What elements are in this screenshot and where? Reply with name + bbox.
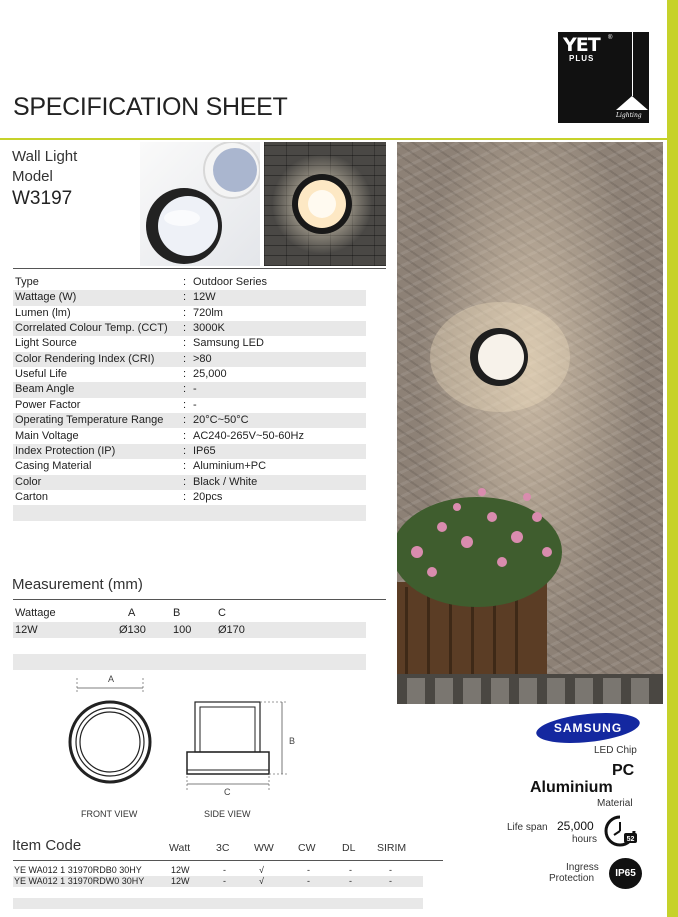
logo-text: YET (563, 34, 600, 56)
dim-b-label: B (289, 736, 296, 746)
spec-key: Useful Life (15, 368, 67, 381)
item-code-cell: 12W (171, 865, 190, 875)
dim-a-label: A (108, 674, 115, 684)
installation-scene (397, 142, 663, 704)
item-code-cell: - (307, 865, 310, 875)
spec-row (13, 398, 366, 413)
life-span-value: 25,000 (557, 819, 594, 833)
life-span-label: Life span (507, 822, 548, 833)
item-header-3c: 3C (216, 842, 230, 854)
item-code-cell: - (223, 865, 226, 875)
spec-separator: : (183, 352, 187, 365)
spec-separator: : (183, 337, 187, 350)
spec-value: Samsung LED (193, 337, 264, 350)
measurement-cell: Ø130 (119, 624, 146, 636)
spec-value: 20°C~50°C (193, 414, 249, 427)
spec-separator: : (183, 322, 187, 335)
brand-logo (558, 32, 649, 123)
spec-key: Color Rendering Index (CRI) (15, 352, 155, 365)
model-code: W3197 (12, 188, 73, 209)
spec-key: Main Voltage (15, 429, 79, 442)
dim-c-label: C (224, 787, 231, 797)
model-label: Model (12, 168, 53, 185)
spec-key: Correlated Colour Temp. (CCT) (15, 322, 168, 335)
spec-separator: : (183, 306, 187, 319)
item-code-cell: √ (259, 876, 264, 886)
material-aluminium: Aluminium (530, 779, 613, 796)
material-pc: PC (612, 762, 635, 779)
spec-value: AC240-265V~50-60Hz (193, 429, 304, 442)
spec-key: Light Source (15, 337, 77, 350)
measurement-header-row (13, 605, 366, 621)
item-code-value: YE WA012 1 31970RDW0 30HY (14, 876, 145, 886)
spec-separator: : (183, 475, 187, 488)
spec-row (13, 275, 366, 290)
spec-row (13, 429, 366, 444)
lit-wall-light-image (264, 142, 386, 266)
spec-value: >80 (193, 352, 212, 365)
spec-separator: : (183, 398, 187, 411)
spec-key: Casing Material (15, 460, 92, 473)
spec-row (13, 444, 366, 459)
side-view-drawing (187, 702, 269, 774)
spec-separator: : (183, 291, 187, 304)
spec-value: - (193, 398, 197, 411)
accent-side-bar (667, 0, 678, 917)
measurement-header-cell: A (128, 607, 136, 619)
led-chip-label: LED Chip (594, 745, 637, 756)
samsung-logo (535, 713, 641, 743)
item-code-rule (13, 860, 443, 861)
item-code-cell: √ (259, 865, 264, 875)
measurement-rule (13, 599, 386, 600)
logo-lamp-icon (616, 96, 648, 110)
spec-key: Wattage (W) (15, 291, 77, 304)
item-code-title: Item Code (12, 837, 82, 854)
spec-key: Beam Angle (15, 383, 75, 396)
samsung-logo-text: SAMSUNG (553, 721, 623, 735)
spec-value: Outdoor Series (193, 276, 267, 288)
item-code-cell: 12W (171, 876, 190, 886)
spec-row (13, 382, 366, 397)
page-title: SPECIFICATION SHEET (13, 93, 288, 121)
spec-key: Lumen (lm) (15, 306, 71, 319)
clock-icon (603, 814, 637, 848)
spec-row (13, 367, 366, 382)
product-type: Wall Light (12, 148, 78, 165)
spec-key: Index Protection (IP) (15, 444, 116, 457)
spec-separator: : (183, 383, 187, 396)
spec-value: 3000K (193, 322, 225, 335)
protection-label: Protection (549, 873, 595, 884)
spec-value: 20pcs (193, 490, 223, 503)
logo-registered-mark: ® (608, 35, 613, 41)
title-divider (0, 138, 667, 140)
installation-photo (397, 142, 663, 704)
side-view-label: SIDE VIEW (204, 809, 251, 819)
item-header-ww: WW (254, 842, 274, 854)
spec-row (13, 459, 366, 474)
spec-row (13, 490, 366, 505)
item-code-cell: - (223, 876, 226, 886)
ip65-badge: IP65 (609, 858, 642, 889)
spec-row (13, 290, 366, 305)
measurement-header-cell: B (173, 607, 181, 619)
front-view-drawing (70, 702, 150, 782)
item-code-cell: - (349, 876, 352, 886)
item-code-cell: - (389, 876, 392, 886)
product-photo-lit (264, 142, 386, 266)
measurement-cell: 100 (173, 624, 192, 636)
measurement-cell: Ø170 (218, 624, 245, 636)
measurement-title: Measurement (mm) (12, 576, 143, 593)
spec-key: Power Factor (15, 398, 81, 411)
spec-separator: : (183, 444, 187, 457)
spec-value: 25,000 (193, 368, 227, 381)
spec-key: Carton (15, 490, 49, 503)
item-code-cell: - (389, 865, 392, 875)
spec-separator: : (183, 490, 187, 503)
ingress-label: Ingress (566, 862, 599, 873)
measurement-header-cell: Wattage (15, 607, 56, 619)
spec-row (13, 336, 366, 351)
product-photo-studio (140, 142, 260, 266)
spec-row (13, 306, 366, 321)
spec-empty-row (13, 505, 366, 520)
spec-key: Type (15, 276, 39, 288)
dimension-drawings (60, 672, 300, 822)
item-header-dl: DL (342, 842, 356, 854)
front-view-label: FRONT VIEW (81, 809, 138, 819)
item-code-value: YE WA012 1 31970RDB0 30HY (14, 865, 142, 875)
measurement-header-cell: C (218, 607, 226, 619)
spec-separator: : (183, 276, 187, 288)
spec-key: Color (15, 475, 42, 488)
item-code-empty-row (13, 898, 423, 909)
spec-separator: : (183, 368, 187, 381)
clock-badge-text: 52 (626, 836, 635, 843)
spec-separator: : (183, 429, 187, 442)
spec-key: Operating Temperature Range (15, 414, 164, 427)
spec-separator: : (183, 414, 187, 427)
item-code-cell: - (349, 865, 352, 875)
logo-sub: PLUS (569, 54, 595, 63)
material-label: Material (597, 798, 633, 809)
spec-row (13, 352, 366, 367)
measurement-cell: 12W (15, 624, 38, 636)
spec-value: 720lm (193, 306, 223, 319)
spec-row (13, 413, 366, 428)
life-span-unit: hours (572, 834, 598, 845)
item-header-cw: CW (298, 842, 316, 854)
measurement-empty-row (13, 654, 366, 670)
spec-separator: : (183, 460, 187, 473)
dimension-drawing-svg (60, 672, 300, 822)
item-header-sirim: SIRIM (377, 842, 407, 854)
spec-row (13, 475, 366, 490)
spec-value: IP65 (193, 444, 216, 457)
item-code-row (13, 865, 423, 876)
item-code-cell: - (307, 876, 310, 886)
logo-lamp-cord (632, 32, 633, 96)
spec-table-top-rule (13, 268, 386, 269)
spec-value: Aluminium+PC (193, 460, 267, 473)
logo-tag: Lighting (616, 112, 642, 119)
item-header-watt: Watt (169, 842, 191, 854)
spec-value: 12W (193, 291, 216, 304)
measurement-row (13, 622, 366, 638)
wall-light-pair-image (140, 142, 260, 266)
spec-value: - (193, 383, 197, 396)
spec-row (13, 321, 366, 336)
spec-value: Black / White (193, 475, 258, 488)
item-code-row (13, 876, 423, 887)
